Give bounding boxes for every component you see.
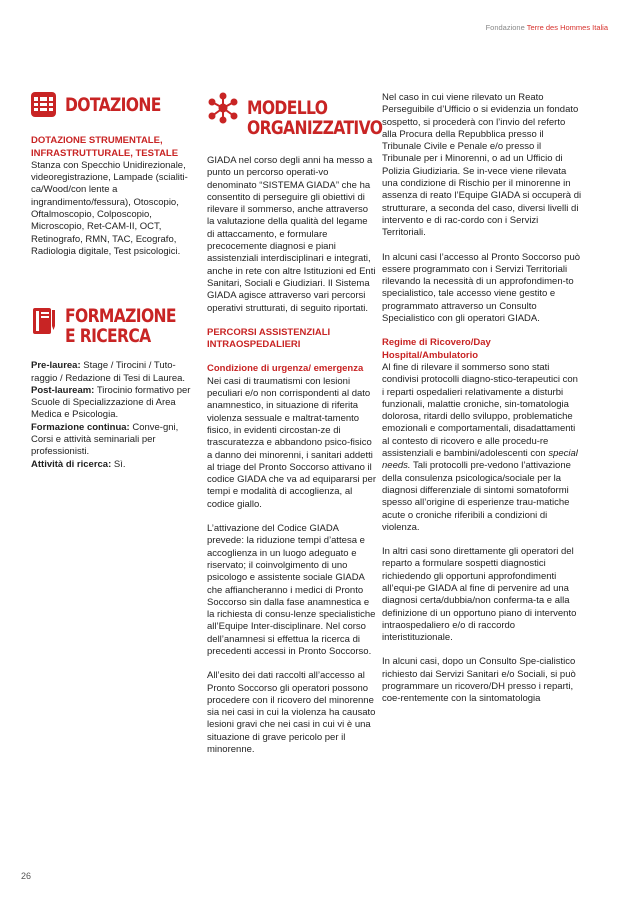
protocolli-text-after: Tali protocolli pre-vedono l’attivazione della consulenza psicologica/sociale per la diagnosi differenziale di sintomi somatoformi spesso all’origine di esperienze trau-matiche acute o croniche riferibili a condizioni di violenza.	[382, 460, 571, 533]
protocolli-paragraph	[382, 362, 582, 534]
equipment-icon	[31, 92, 56, 121]
header-org: Terre des Hommes Italia	[526, 23, 608, 32]
book-icon	[31, 306, 57, 342]
dotazione-subtitle: DOTAZIONE STRUMENTALE, INFRASTRUTTURALE, TESTALE	[31, 135, 179, 159]
prelaurea-text: Stage / Tirocini / Tuto-raggio / Redazione di Tesi di Laurea.	[31, 360, 186, 384]
modello-title-line2: ORGANIZZATIVO	[247, 117, 383, 139]
ricerca-label: Attività di ricerca:	[31, 458, 112, 470]
reato-paragraph: Nel caso in cui viene rilevato un Reato Perseguibile d’Ufficio o si evidenzia un fondato sospetto, si procederà con l’invio del referto alla Procura della Repubblica presso il Tribunale Civile e Penale e/o presso il Tribunale per i Minorenni, o ad un Ufficio di Polizia Giudiziaria. Se in-vece viene rilevata una condizione di Rischio per il minorenne in assenza di reato l’Equipe GIADA si occuperà di strutturare, a seconda del caso, diversi livelli di intervento e di rac-cordo con i Servizi Territoriali.	[382, 92, 582, 239]
formazione-title-line1: FORMAZIONE	[65, 305, 176, 328]
page-header	[486, 23, 608, 32]
postlaurea-paragraph	[31, 385, 193, 422]
urgenza-paragraph-1: Nei casi di traumatismi con lesioni peculiari e/o non corrispondenti al dato anamnestico, in situazione di riferita violenza sessuale e maltrat-tamento fisico, in evidenti circostan-ze di trascuratezza e abbandono psico-fisico a danno dei minorenni, i sanitari addetti al triage del Pronto Soccorso attivano il codice GIADA che va ad equipararsi per tempi e modalità di accoglienza, al codice giallo.	[207, 375, 376, 510]
dotazione-title: DOTAZIONE	[65, 94, 161, 116]
ricerca-paragraph	[31, 459, 193, 471]
header-prefix: Fondazione	[485, 23, 527, 32]
formazione-heading	[31, 306, 193, 346]
accesso-paragraph: In alcuni casi l’accesso al Pronto Soccorso può essere programmato con i Servizi Territoriali rilevando la necessità di un approfondimen-to specialistico, tale accesso viene gestito e programmato attraverso un Consulto Specialistico con gli operatori GIADA.	[382, 251, 581, 325]
postlaurea-text: Tirocinio formativo per Scuole di Specializzazione di Area Medica e Psicologia.	[31, 384, 191, 421]
continua-paragraph	[31, 422, 193, 459]
modello-intro: GIADA nel corso degli anni ha messo a punto un percorso operati-vo denominato “SISTEMA GIADA” che ha consentito di perseguire gli obiettivi di rilevare il sommerso, anche attraverso la valutazione della qualità del legame di attaccamento, e formulare precocemente diagnosi e piani assistenziali interdisciplinari e integrati, anche in rete con altre Istituzioni ed Enti Sanitari, Sociali e Giudiziari. Il Sistema GIADA agisce attraverso vari percorsi operativi strutturati, di seguito riportati.	[207, 155, 376, 314]
formazione-title-block	[65, 306, 200, 346]
continua-text: Conve-gni, Corsi e attività seminariali per professionisti.	[31, 421, 179, 458]
column-right	[382, 92, 582, 706]
prelaurea-label: Pre-laurea:	[31, 360, 81, 372]
protocolli-text-before: Al fine di rilevare il sommerso sono stati condivisi protocolli diagno-stico-terapeutici con i reparti ospedalieri relativamente a disturbi funzionali, malattie croniche, sin-tomatologia dolorosa, ritardi dello sviluppo, problematiche emozionali e comportamentali, disadattamenti al contesto di ricovero e alle procedu-re assistenziali e bambini/adolescenti con	[382, 361, 578, 460]
page-number: 26	[21, 871, 32, 881]
urgenza-paragraph-3: All’esito dei dati raccolti all’accesso al Pronto Soccorso gli operatori possono procedere con il ricovero del minorenne sia nei casi in cui la violenza ha causato lesioni gravi che nei casi in cui vi è una situazione di grave pericolo per il minorenne.	[207, 670, 376, 756]
ricerca-text: Sì.	[111, 458, 126, 470]
consulto-paragraph: In alcuni casi, dopo un Consulto Spe-cialistico richiesto dai Servizi Sanitari e/o Sociali, si può programmare un ricovero/DH presso i reparti, coe-rentemente con la sintomatologia	[382, 656, 576, 705]
column-left	[31, 92, 193, 471]
percorsi-section-title: PERCORSI ASSISTENZIALI INTRAOSPEDALIERI	[207, 326, 331, 351]
ricovero-subsection-title: Regime di Ricovero/Day Hospital/Ambulatorio	[382, 337, 491, 361]
special-needs-text: special needs.	[382, 448, 578, 472]
dotazione-heading	[31, 92, 193, 121]
reparto-paragraph: In altri casi sono direttamente gli operatori del reparto a formulare sospetti diagnostici richiedendo gli opportuni approfondimenti all’equi-pe GIADA al fine di pervenire ad una diagnosi certa/dubbia/non conferma-ta e alla definizione di un opportuno piano di intervento intraospedaliero e/o di raccordo interistituzionale.	[382, 546, 577, 644]
urgenza-subsection-title: Condizione di urgenza/ emergenza	[207, 363, 364, 375]
continua-label: Formazione continua:	[31, 421, 130, 433]
modello-title-line1: MODELLO	[247, 97, 328, 119]
network-icon	[207, 92, 239, 128]
formazione-title-line2: E RICERCA	[65, 325, 151, 348]
urgenza-paragraph-2: L’attivazione del Codice GIADA prevede: la riduzione tempi d’attesa e accoglienza in un luogo adeguato e riservato; il coinvolgimento di uno psicologo e assistente sociale GIADA che affiancheranno i medici di Pronto Soccorso sin dalla fase anamnestica e la richiesta di consu-lenze specialistiche all’Equipe Inter-disciplinare. Nel corso dell’anamnesi si effettua la ricerca di precedenti accessi in Pronto Soccorso.	[207, 523, 376, 657]
postlaurea-label: Post-lauream:	[31, 384, 95, 396]
prelaurea-paragraph	[31, 360, 193, 385]
dotazione-body: Stanza con Specchio Unidirezionale, videoregistrazione, Lampade (scialiti-ca/Wood/con lente a ingrandimento/fessura), Otoscopio, Oftalmoscopio, Colposcopio, Microscopio, Ret-CAM-II, OCT, Retinografo, RMN, TAC, Ecografo, Radiologia digitale, Test psicologici.	[31, 159, 188, 257]
modello-heading	[207, 92, 383, 139]
column-middle	[207, 92, 383, 756]
